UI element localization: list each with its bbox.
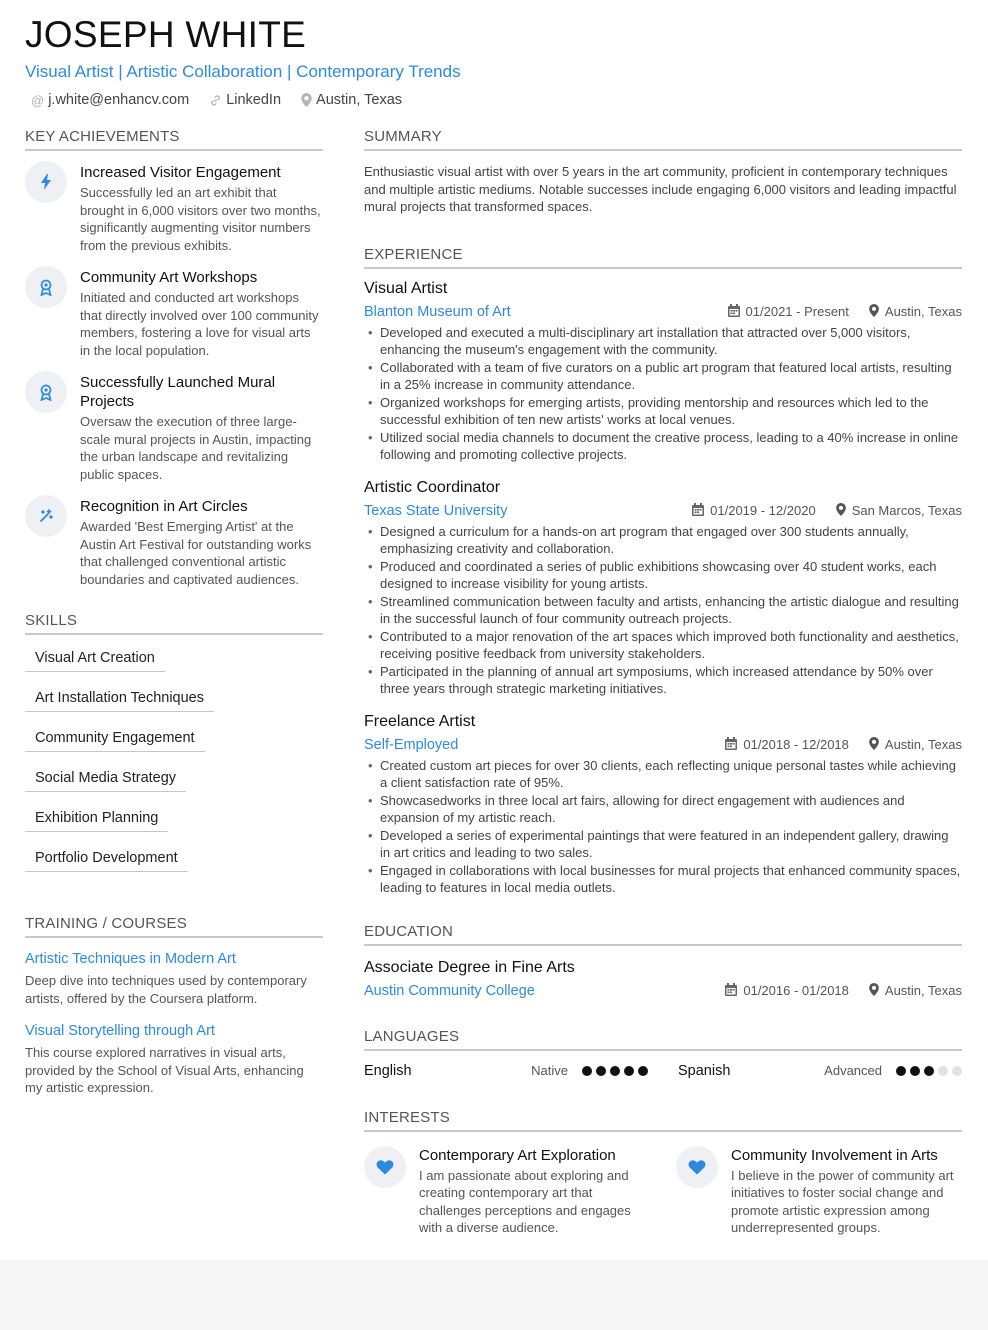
interest-title: Community Involvement in Arts — [731, 1146, 938, 1164]
job-bullet: • Created custom art pieces for over 30 clients, each reflecting unique personal tastes while achieving a client satisfaction rate of 95%. — [364, 757, 962, 792]
section-title-languages: LANGUAGES — [364, 1028, 962, 1051]
interest-item — [364, 1146, 650, 1237]
contact-location — [301, 92, 402, 108]
interest-title: Contemporary Art Exploration — [419, 1146, 616, 1164]
job-location: Austin, Texas — [884, 737, 962, 752]
email-text: j.white@enhancv.com — [48, 92, 190, 108]
skill-tag: Community Engagement — [25, 730, 205, 752]
contact-email[interactable] — [31, 92, 189, 108]
job-dates: 01/2021 - Present — [745, 304, 849, 319]
job-bullets — [364, 523, 962, 698]
achievement-item — [25, 497, 323, 588]
left-column — [25, 128, 323, 1112]
section-title-education: EDUCATION — [364, 923, 962, 946]
proficiency-dot — [910, 1066, 920, 1076]
school-name: Austin Community College — [364, 982, 535, 999]
proficiency-dot — [624, 1066, 634, 1076]
achievement-desc: Initiated and conducted art workshops that directly involved over 100 community members, fostering a love for visual arts in the local population. — [80, 290, 319, 358]
map-pin-icon — [869, 983, 879, 999]
achievement-title: Recognition in Art Circles — [80, 498, 248, 515]
skill-tag: Visual Art Creation — [25, 650, 165, 672]
calendar-icon — [728, 304, 740, 320]
job-bullet: • Produced and coordinated a series of public exhibitions showcasing over 40 student works, each designed to increase visibility for young artists. — [364, 558, 962, 593]
interests-row — [364, 1146, 962, 1237]
resume-header — [25, 14, 965, 108]
language-level: Native — [531, 1063, 568, 1078]
section-title-training: TRAINING / COURSES — [25, 915, 323, 938]
heart-icon — [364, 1146, 406, 1188]
heart-icon — [676, 1146, 718, 1188]
education-item — [364, 958, 962, 1000]
location-text: Austin, Texas — [316, 92, 403, 108]
education-dates: 01/2016 - 01/2018 — [743, 983, 849, 998]
proficiency-dots — [582, 1066, 648, 1076]
achievement-desc: Awarded 'Best Emerging Artist' at the Austin Art Festival for outstanding works that challenged conventional artistic boundaries and captivated audiences. — [80, 519, 312, 587]
job-bullet: • Organized workshops for emerging artists, providing mentorship and resources which led to the successful exhibition of ten new artists' works at local venues. — [364, 394, 962, 429]
achievement-desc: Successfully led an art exhibit that brought in 6,000 visitors over two months, significantly augmenting visitor numbers from the previous exhibits. — [80, 185, 321, 253]
job-bullet: • Collaborated with a team of five curators on a public art program that featured local artists, resulting in a 25% increase in community attendance. — [364, 359, 962, 394]
proficiency-dots — [896, 1066, 962, 1076]
right-column — [364, 128, 962, 1237]
education-location: Austin, Texas — [884, 983, 962, 998]
proficiency-dot — [924, 1066, 934, 1076]
job-bullet: • Utilized social media channels to document the creative process, leading to a 40% increase in online following and promoting collective projects. — [364, 429, 962, 464]
course-title: Visual Storytelling through Art — [25, 1023, 215, 1039]
job-bullet: • Developed a series of experimental paintings that were featured in an independent gallery, drawing in art critics and leading to two sales. — [364, 827, 962, 862]
job-bullet: • Engaged in collaborations with local businesses for mural projects that enhanced community spaces, leading to features in local media outlets. — [364, 862, 962, 897]
course-desc: Deep dive into techniques used by contemporary artists, offered by the Coursera platform. — [25, 973, 307, 1006]
language-name: English — [364, 1062, 412, 1079]
map-pin-icon — [869, 304, 879, 320]
experience-item — [364, 478, 962, 698]
linkedin-text: LinkedIn — [226, 92, 282, 108]
map-pin-icon — [836, 503, 846, 519]
at-sign-icon: @ — [31, 92, 45, 108]
job-bullet: • Streamlined communication between faculty and artists, enhancing the artistic dialogue and resulting in the successful launch of four community outreach projects. — [364, 593, 962, 628]
achievement-title: Community Art Workshops — [80, 269, 258, 286]
job-bullet: • Contributed to a major renovation of the art spaces which improved both functionality and aesthetics, receiving positive feedback from university stakeholders. — [364, 628, 962, 663]
proficiency-dot — [938, 1066, 948, 1076]
section-title-experience: EXPERIENCE — [364, 246, 962, 269]
achievement-title: Increased Visitor Engagement — [80, 164, 281, 181]
language-item — [678, 1063, 962, 1079]
skill-tag: Exhibition Planning — [25, 810, 168, 832]
link-icon — [209, 94, 222, 107]
lightning-icon — [25, 161, 67, 203]
summary-text: Enthusiastic visual artist with over 5 years in the art community, proficient in contemporary techniques and multiple artistic mediums. Notable successes include engaging 6,000 visitors and leading impactful mural projects that transformed spaces. — [364, 164, 957, 214]
language-level: Advanced — [824, 1063, 882, 1078]
skill-tag: Social Media Strategy — [25, 770, 186, 792]
proficiency-dot — [896, 1066, 906, 1076]
experience-item — [364, 712, 962, 897]
language-name: Spanish — [678, 1062, 731, 1079]
job-bullets — [364, 324, 962, 464]
languages-row — [364, 1063, 962, 1079]
award-icon — [25, 266, 67, 308]
proficiency-dot — [952, 1066, 962, 1076]
proficiency-dot — [610, 1066, 620, 1076]
section-title-summary: SUMMARY — [364, 128, 962, 151]
job-location: Austin, Texas — [884, 304, 962, 319]
award-icon — [25, 371, 67, 413]
section-title-interests: INTERESTS — [364, 1109, 962, 1132]
job-bullet: • Participated in the planning of annual art symposiums, which increased attendance by 50% over three years through strategic marketing initiatives. — [364, 663, 962, 698]
interest-desc: I believe in the power of community art initiatives to foster social change and promote artistic expression among underrepresented groups. — [731, 1167, 954, 1235]
company-name: Texas State University — [364, 502, 508, 519]
job-location: San Marcos, Texas — [851, 503, 962, 518]
map-pin-icon — [869, 737, 879, 753]
achievement-item — [25, 373, 323, 483]
section-title-skills: SKILLS — [25, 612, 323, 635]
job-bullets — [364, 757, 962, 897]
course-desc: This course explored narratives in visual arts, provided by the School of Visual Arts, enhancing my artistic expression. — [25, 1045, 304, 1095]
map-pin-icon — [301, 93, 312, 107]
job-dates: 01/2019 - 12/2020 — [710, 503, 816, 518]
section-title-achievements: KEY ACHIEVEMENTS — [25, 128, 323, 151]
interest-desc: I am passionate about exploring and creating contemporary art that challenges perceptions and engages with a diverse audience. — [419, 1167, 631, 1235]
achievement-item — [25, 163, 323, 254]
language-item — [364, 1063, 648, 1079]
contact-linkedin[interactable] — [209, 92, 281, 108]
achievement-desc: Oversaw the execution of three large-scale mural projects in Austin, impacting the urban landscape and revitalizing public spaces. — [80, 414, 312, 482]
interest-item — [676, 1146, 962, 1237]
job-bullet: • Developed and executed a multi-disciplinary art installation that attracted over 5,000 visitors, enhancing the museum's engagement with the community. — [364, 324, 962, 359]
company-name: Self-Employed — [364, 736, 459, 753]
calendar-icon — [692, 503, 704, 519]
proficiency-dot — [582, 1066, 592, 1076]
calendar-icon — [725, 737, 737, 753]
experience-item — [364, 279, 962, 464]
company-name: Blanton Museum of Art — [364, 303, 511, 320]
calendar-icon — [725, 983, 737, 999]
job-title: Artistic Coordinator — [364, 478, 501, 496]
achievement-item — [25, 268, 323, 359]
skill-tag: Portfolio Development — [25, 850, 188, 872]
page-footer-band — [0, 1260, 988, 1330]
job-bullet: • Designed a curriculum for a hands-on art program that engaged over 300 students annually, emphasizing creativity and collaboration. — [364, 523, 962, 558]
job-title: Visual Artist — [364, 279, 448, 297]
proficiency-dot — [638, 1066, 648, 1076]
course-item — [25, 950, 323, 1007]
course-title: Artistic Techniques in Modern Art — [25, 951, 236, 967]
magic-wand-icon — [25, 495, 67, 537]
contact-row — [25, 92, 965, 108]
job-dates: 01/2018 - 12/2018 — [743, 737, 849, 752]
proficiency-dot — [596, 1066, 606, 1076]
skill-tag: Art Installation Techniques — [25, 690, 214, 712]
degree-title: Associate Degree in Fine Arts — [364, 958, 575, 976]
candidate-name: JOSEPH WHITE — [25, 14, 307, 55]
course-item — [25, 1022, 323, 1097]
achievement-title: Successfully Launched Mural Projects — [80, 374, 276, 410]
job-bullet: • Showcasedworks in three local art fairs, allowing for direct engagement with audiences and expansion of my artistic reach. — [364, 792, 962, 827]
candidate-tagline: Visual Artist | Artistic Collaboration | Contemporary Trends — [25, 62, 461, 81]
job-title: Freelance Artist — [364, 712, 476, 730]
